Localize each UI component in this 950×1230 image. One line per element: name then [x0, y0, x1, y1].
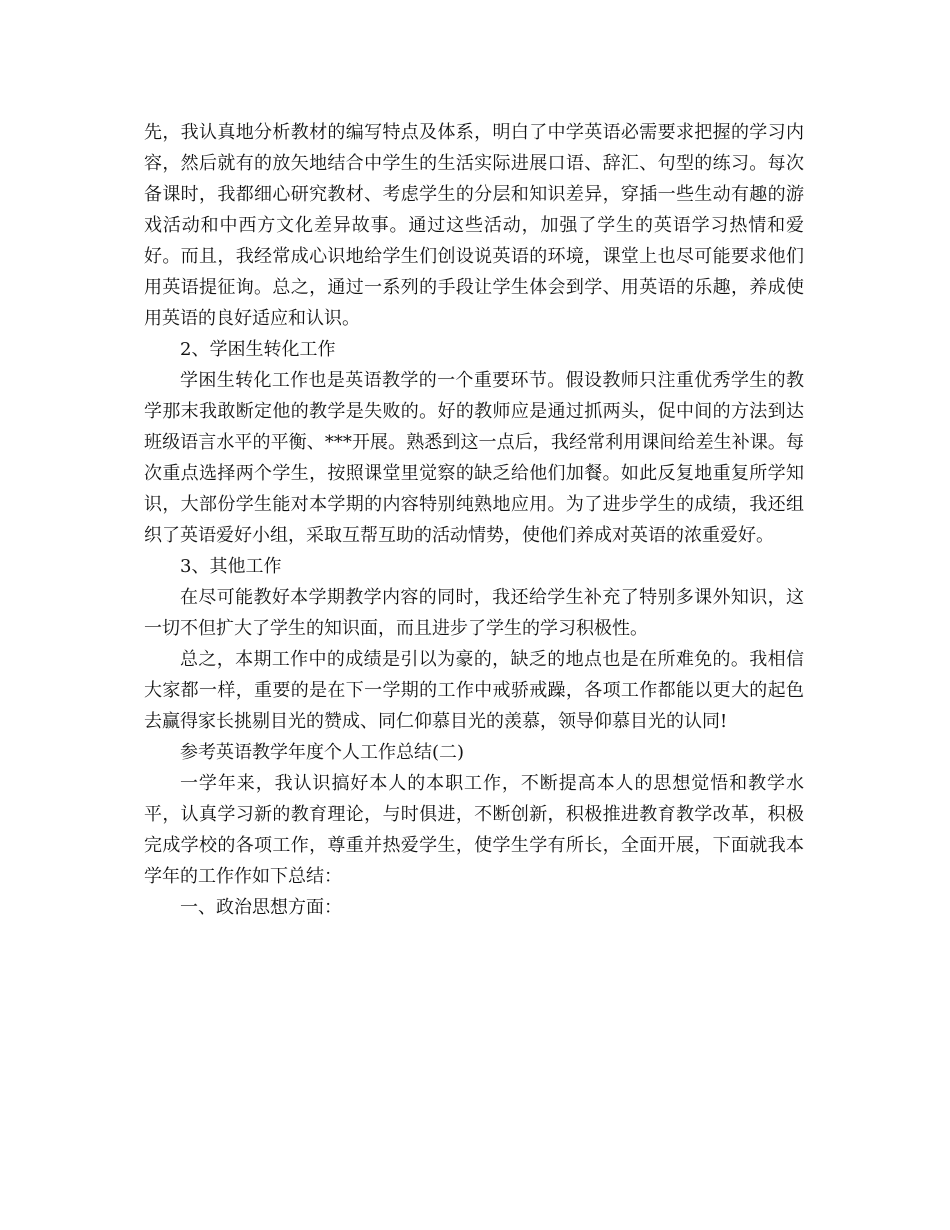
body-paragraph: 在尽可能教好本学期教学内容的同时，我还给学生补充了特别多课外知识，这一切不但扩大了学生的知识面，而且进步了学生的学习积极性。	[144, 587, 804, 639]
body-paragraph: 学困生转化工作也是英语教学的一个重要环节。假设教师只注重优秀学生的教学那末我敢断定他的教学是失败的。好的教师应是通过抓两头，促中间的方法到达班级语言水平的平衡、***开展。熟悉到这一点后，我经常利用课间给差生补课。每次重点选择两个学生，按照课堂里觉察的缺乏给他们加餐。如此反复地重复所学知识，大部份学生能对本学期的内容特别纯熟地应用。为了进步学生的成绩，我还组织了英语爱好小组，采取互帮互助的活动情势，使他们养成对英语的浓重爱好。	[144, 370, 804, 546]
body-paragraph: 一学年来，我认识搞好本人的本职工作，不断提高本人的思想觉悟和教学水平，认真学习新的教育理论，与时俱进，不断创新，积极推进教育教学改革，积极完成学校的各项工作，尊重并热爱学生，使学生学有所长，全面开展，下面就我本学年的工作作如下总结：	[144, 773, 804, 887]
document-subtitle: 参考英语教学年度个人工作总结(二)	[180, 742, 465, 763]
body-paragraph: 先，我认真地分析教材的编写特点及体系，明白了中学英语必需要求把握的学习内容，然后就有的放矢地结合中学生的生活实际进展口语、辞汇、句型的练习。每次备课时，我都细心研究教材、考虑学生的分层和知识差异，穿插一些生动有趣的游戏活动和中西方文化差异故事。通过这些活动，加强了学生的英语学习热情和爱好。而且，我经常成心识地给学生们创设说英语的环境，课堂上也尽可能要求他们用英语提征询。总之，通过一系列的手段让学生体会到学、用英语的乐趣，养成使用英语的良好适应和认识。	[144, 122, 804, 329]
section-heading: 2、学困生转化工作	[180, 339, 336, 360]
body-paragraph: 总之，本期工作中的成绩是引以为豪的，缺乏的地点也是在所难免的。我相信大家都一样，重要的是在下一学期的工作中戒骄戒躁，各项工作都能以更大的起色去赢得家长挑剔目光的赞成、同仁仰慕目光的羡慕，领导仰慕目光的认同!	[144, 649, 804, 732]
section-heading: 一、政治思想方面：	[180, 897, 342, 918]
document-body	[144, 117, 804, 923]
section-heading: 3、其他工作	[180, 556, 282, 577]
